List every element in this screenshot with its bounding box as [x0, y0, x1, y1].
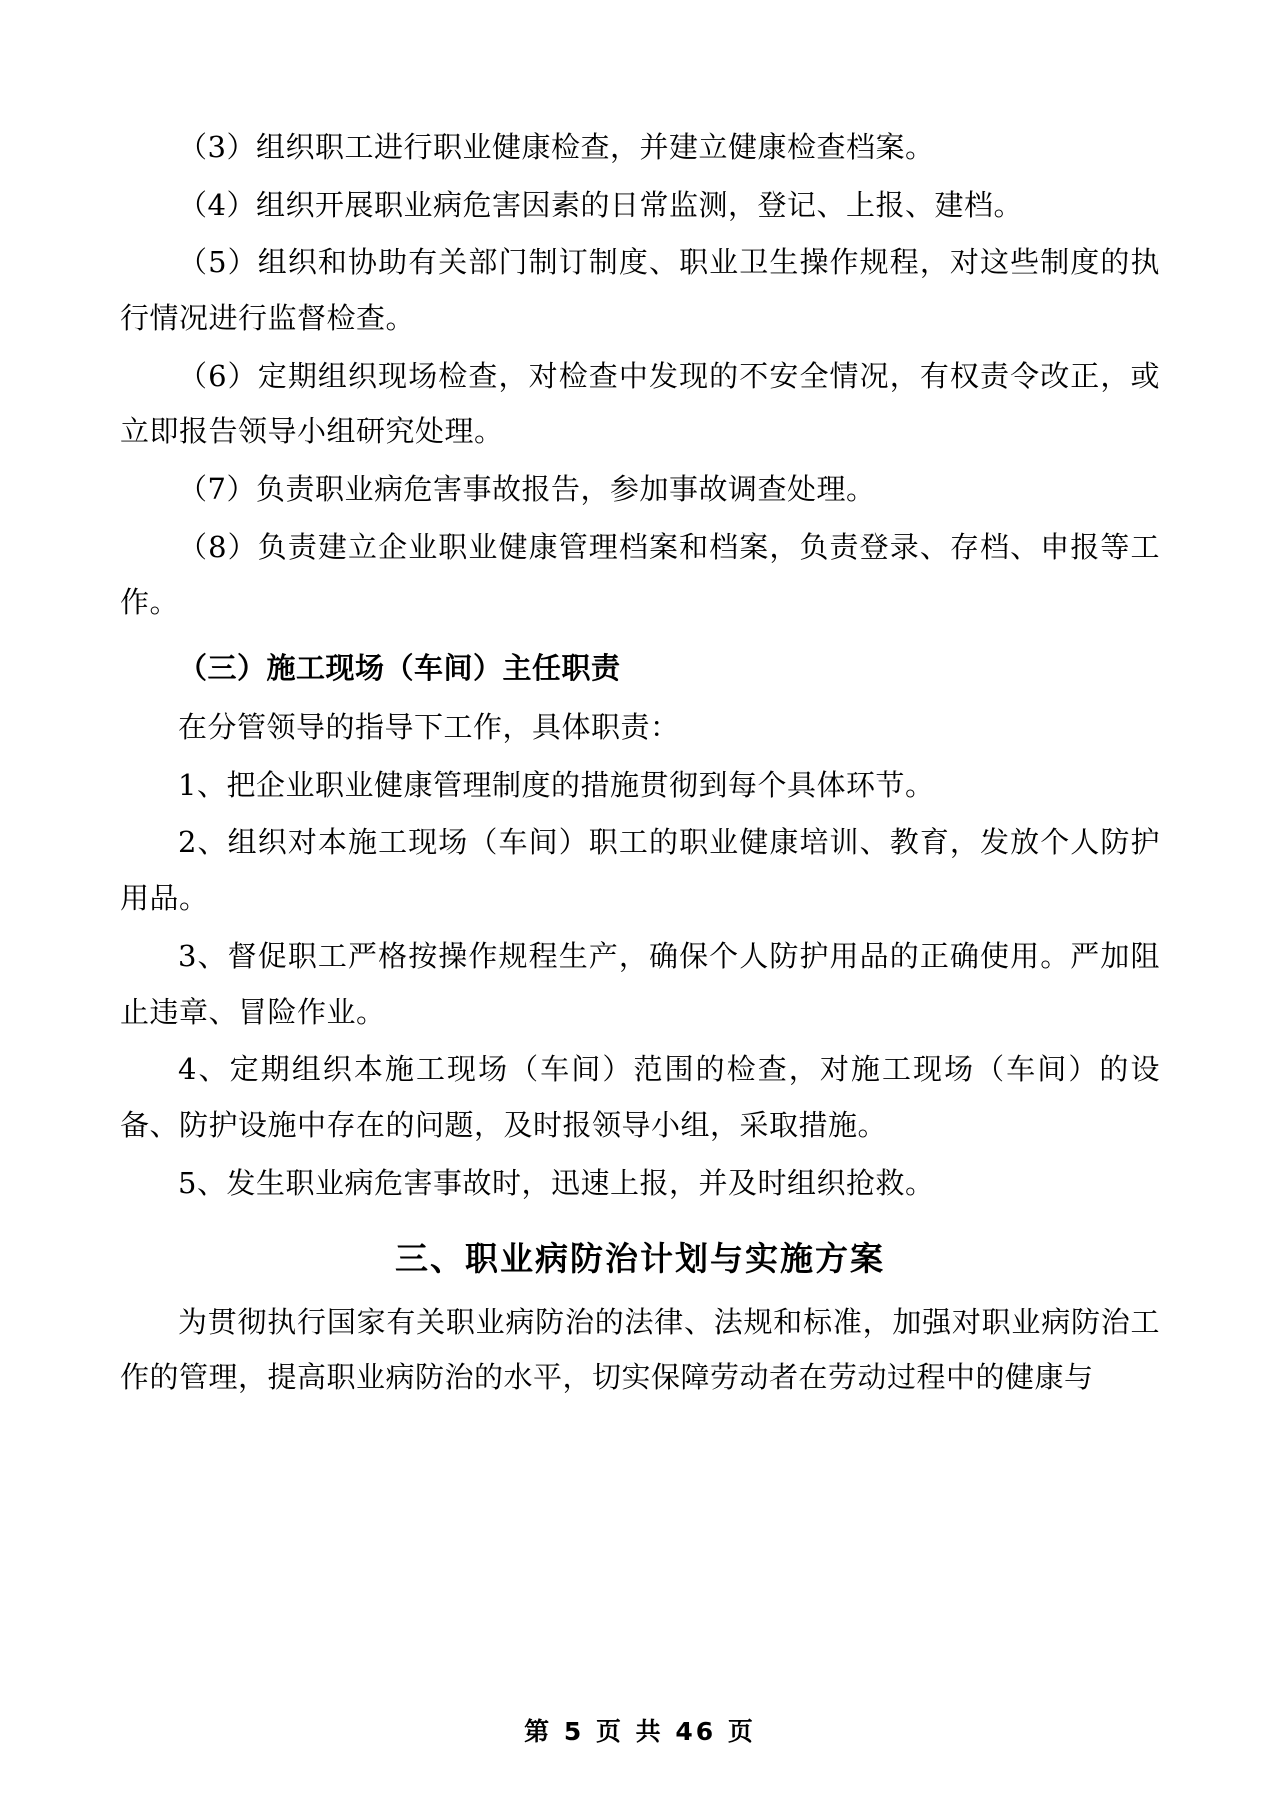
section-heading-three: （三）施工现场（车间）主任职责	[178, 651, 621, 686]
item-6: （6）定期组织现场检查，对检查中发现的不安全情况，有权责令改正，或立即报告领导小组研究处理。	[120, 358, 1160, 449]
duty-3: 3、督促职工严格按操作规程生产，确保个人防护用品的正确使用。严加阻止违章、冒险作业。	[120, 938, 1160, 1029]
item-7: （7）负责职业病危害事故报告，参加事故调查处理。	[178, 472, 876, 507]
plan-intro: 为贯彻执行国家有关职业病防治的法律、法规和标准，加强对职业病防治工作的管理，提高职业病防治的水平，切实保障劳动者在劳动过程中的健康与	[120, 1304, 1160, 1395]
duties-intro: 在分管领导的指导下工作，具体职责：	[178, 710, 680, 745]
item-4: （4）组织开展职业病危害因素的日常监测，登记、上报、建档。	[178, 187, 1023, 222]
document-body	[120, 120, 1160, 1406]
item-5: （5）组织和协助有关部门制订制度、职业卫生操作规程，对这些制度的执行情况进行监督检查。	[120, 245, 1160, 336]
duty-1: 1、把企业职业健康管理制度的措施贯彻到每个具体环节。	[178, 767, 935, 802]
duty-2: 2、组织对本施工现场（车间）职工的职业健康培训、教育，发放个人防护用品。	[120, 825, 1160, 916]
duty-5: 5、发生职业病危害事故时，迅速上报，并及时组织抢救。	[178, 1165, 935, 1200]
duty-4: 4、定期组织本施工现场（车间）范围的检查，对施工现场（车间）的设备、防护设施中存在的问题，及时报领导小组，采取措施。	[120, 1052, 1160, 1142]
page-footer: 第 5 页 共 46 页	[524, 1717, 756, 1746]
item-8: （8）负责建立企业职业健康管理档案和档案，负责登录、存档、申报等工作。	[120, 529, 1160, 620]
item-3: （3）组织职工进行职业健康检查，并建立健康检查档案。	[178, 130, 935, 164]
section-heading-three-main: 三、职业病防治计划与实施方案	[395, 1239, 885, 1279]
